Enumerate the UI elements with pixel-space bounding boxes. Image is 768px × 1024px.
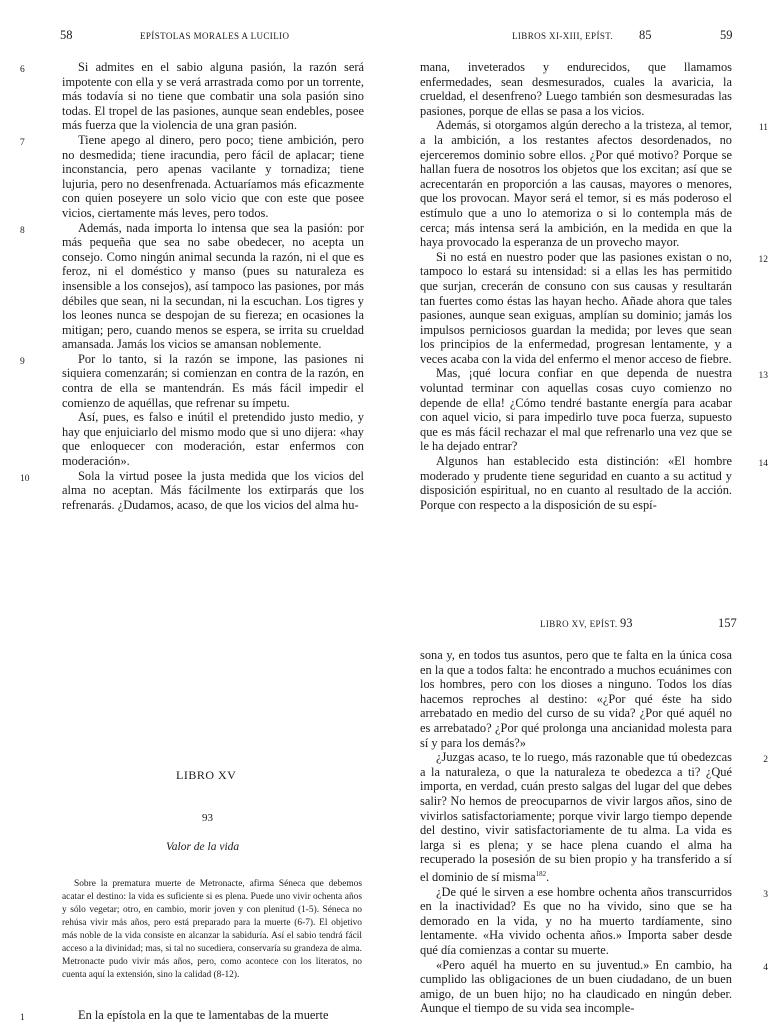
page-58 [0,0,384,560]
page-header [384,28,768,48]
paragraph-text: Por lo tanto, si la razón se impone, las pasiones ni siquiera comenzarán; si comienzan en contra de la razón, en contra de ella se mantendrán. Es más fácil impedir el comienzo de aquéllas, que refrenar su ímpetu. [62,351,364,410]
paragraph [420,118,768,250]
page-number: 59 [720,28,733,42]
paragraph [420,648,732,750]
paragraph-number: 6 [20,65,25,75]
page-number: 157 [718,616,737,630]
paragraph [20,132,364,221]
paragraph-number: 8 [20,225,25,236]
paragraph [20,60,364,133]
paragraph-text: Sola la virtud posee la justa medida que los vicios del alma no aceptan. Más fácilmente los extirparás que los refrenarás. ¿Dudamos, acaso, de que los vicios del alma hu- [62,468,364,512]
first-paragraph [20,1008,362,1023]
paragraph [62,410,364,468]
paragraph-text: ¿Juzgas acaso, te lo ruego, más razonable que tú obedezcas a la naturaleza, o que la naturaleza te obedezca a ti? ¿Qué importa, en verdad, cuán presto salgas del lugar del que debes salir? No hemos de preocuparnos de vivir largos años, sino de vivirlos satisfactoriamente; porque vivir largo tiempo depende del destino, vivir satisfactoriamente de tu alma. La vida es larga si es plena; y se hace plena cuando el alma ha recuperado la posesión de su bien propio y ha transferido a sí el dominio de sí misma$^{182}$. [420,750,732,885]
body-text [20,60,364,512]
paragraph-number: 9 [20,356,25,367]
footnote-ref[interactable]: 182 [535,869,547,878]
paragraph-number: 3 [763,889,768,900]
paragraph-text: Mas, ¡qué locura confiar en que dependa de nuestra voluntad terminar con aquellas cosas cuyo comienzo no depende de ella! ¿Cómo tendré bastante energía para acabar con aquel vicio, si para impedirlo tuve poca fuerza, supuesto que es más fácil rechazar el mal que refrenarlo una vez que se le ha dejado entrar? [420,366,732,454]
body-text [420,60,768,512]
book-title: LIBRO XV [176,768,237,782]
paragraph-number: 12 [758,254,768,265]
epistle-summary [62,878,362,982]
running-head: EPÍSTOLAS MORALES A LUCILIO [140,31,290,41]
paragraph-number: 13 [758,371,768,382]
running-head: LIBRO XV, EPÍST. [540,619,618,629]
paragraph-text: mana, inveterados y endurecidos, que llamamos enfermedades, sean desmesurados, cuales la avaricia, la crueldad, el desenfreno? Luego también son desmesuradas las pasiones, porque de ellas se pasa a los vicios. [420,60,732,118]
page-header [0,28,384,48]
paragraph-text: Además, si otorgamos algún derecho a la tristeza, al temor, a la ambición, a los restantes afectos desordenados, no ejerceremos dominio sobre ellos. ¿Por qué motivo? Porque se hallan fuera de nosotros los objetos que los excitan; así que se acrecentarán en proporción a las causas, mayores o menores, que los provocan. Mayor será el temor, si es más poderoso el estímulo que a uno lo atemoriza o si lo contempla más de cerca; más intensa será la ambición, en la medida en que la haya provocado la esperanza de un provecho mayor. [420,118,732,250]
paragraph-text: Además, nada importa lo intensa que sea la pasión: por más pequeña que sea no sabe obedecer, no acepta un consejo. Como ningún animal secunda la razón, ni el que es feroz, ni el doméstico y manso (pues su naturaleza es insensible a los consejos), así tampoco las pasiones, por más débiles que sean, ni la secundan, ni la escuchan. Los tigres y los leones nunca se despojan de su fiereza; en ocasiones la mitigan; pero, cuando menos se espera, se irrita su crueldad amansada. Jamás los vicios se amansan noblemente. [62,220,364,352]
paragraph-number: 2 [763,755,768,766]
page-header [384,616,768,636]
page-number: 58 [60,28,73,42]
paragraph-number: 10 [20,473,30,484]
paragraph [20,468,364,513]
page-157 [384,560,768,1024]
paragraph-text: ¿De qué le sirven a ese hombre ochenta años transcurridos en la inactividad? Es que no ha vivido, sino que se ha demorado en la vida, y no ha muerto tardíamente, sino lentamente. «Ha vivido ochenta años.» Importa saber desde qué día comienzas a contar su muerte. [420,884,732,957]
running-head: LIBROS XI-XIII, EPÍST. [512,31,614,41]
paragraph [420,60,732,118]
paragraph-number: 1 [20,1013,25,1023]
paragraph-number: 11 [758,123,768,134]
paragraph [420,957,768,1016]
paragraph-number: 14 [758,459,768,470]
paragraph [420,249,768,367]
paragraph-text: Algunos han establecido esta distinción: «El hombre moderado y prudente tiene seguridad en cuanto a su actitud y disposición espiritual, no en cuanto al resultado de la acción. Porque con respecto a la disposición de su espí- [420,454,732,512]
paragraph-text: Si admites en el sabio alguna pasión, la razón será impotente con ella y se verá arrastrada como por un torrente, más todavía si no tiene que combatir una sola pasión sino todas. El tropel de las pasiones, aunque sean endebles, posee más fuerza que la violencia de una gran pasión. [62,60,364,133]
body-text [420,648,768,1016]
paragraph [20,351,364,410]
epistle-number: 93 [202,812,213,824]
paragraph-text: «Pero aquél ha muerto en su juventud.» En cambio, ha cumplido las obligaciones de un buen ciudadano, de un buen amigo, de un buen hijo; no ha claudicado en ningún deber. Aunque el tiempo de su vida sea incomple- [420,957,732,1016]
paragraph [20,220,364,352]
paragraph [420,454,768,512]
epistle-number: 93 [620,616,633,630]
paragraph-text: Tiene apego al dinero, pero poco; tiene ambición, pero no desmedida; tiene iracundia, pero fácil de aplacar; tiene inconstancia, pero apenas vacilante y tornadiza; tiene lujuria, pero no desenfrenada. Actuaríamos más eficazmente con quien poseyere un solo vicio que con este que posee vicios, ciertamente más leves, pero todos. [62,132,364,220]
page-libro-xv [0,560,384,1024]
paragraph-number: 4 [763,962,768,973]
paragraph-text: En la epístola en la que te lamentabas de la muerte [78,1008,329,1022]
paragraph-text: Si no está en nuestro poder que las pasiones existan o no, tampoco lo estará su intensidad: si a ellas les has permitido que surjan, crecerán de consuno con sus causas y resultarán tan fuertes como éstas las hayan hecho. Añade ahora que tales pasiones, aunque sean exiguas, amplían su dominio; jamás los impulsos perniciosos guardan la medida; por leves que sean los principios de la enfermedad, progresan lentamente, y a veces acaba con la vida del enfermo el menor acceso de fiebre. [420,249,732,366]
summary-text: Sobre la prematura muerte de Metronacte, afirma Séneca que debemos acatar el destino: la vida es suficiente si es plena. Puede uno vivir ochenta años y sólo vegetar; otro, en cambio, morir joven y con plenitud (1-5). Séneca no rehúsa vivir más años, pero está preparado para la muerte (6-7). El objetivo más noble de la vida consiste en alcanzar la sabiduría. Así el sabio tendrá fácil acceso a la divinidad; mas, si tal no sucediera, conservaría su grandeza de alma. Metronacte pudo vivir más años, pero, como acontece con los literatos, no cuenta aquí la extensión, sino la calidad (8-12). [62,879,362,980]
epistle-subtitle: Valor de la vida [166,841,240,853]
epistle-number: 85 [639,28,652,42]
page-59 [384,0,768,560]
paragraph [420,366,768,454]
paragraph-text: Así, pues, es falso e inútil el pretendido justo medio, y hay que enjuiciarlo del mismo modo que si uno dijera: «hay que enloquecer con moderación, estar enfermos con moderación». [62,410,364,469]
paragraph [420,884,768,958]
paragraph-number: 7 [20,137,25,148]
paragraph-text: sona y, en todos tus asuntos, pero que te falta en la única cosa en la que a todos falta: he encontrado a muchos ecuánimes con los hombres, pero con los dioses a ninguno. Todos los días hacemos reproches al destino: «¿Por qué éste ha sido arrebatado en medio del curso de su vida? ¿Por qué aquél no es arrebatado? ¿Por qué prolonga una ancianidad molesta para sí y para los demás?» [420,648,732,750]
paragraph [420,750,768,885]
